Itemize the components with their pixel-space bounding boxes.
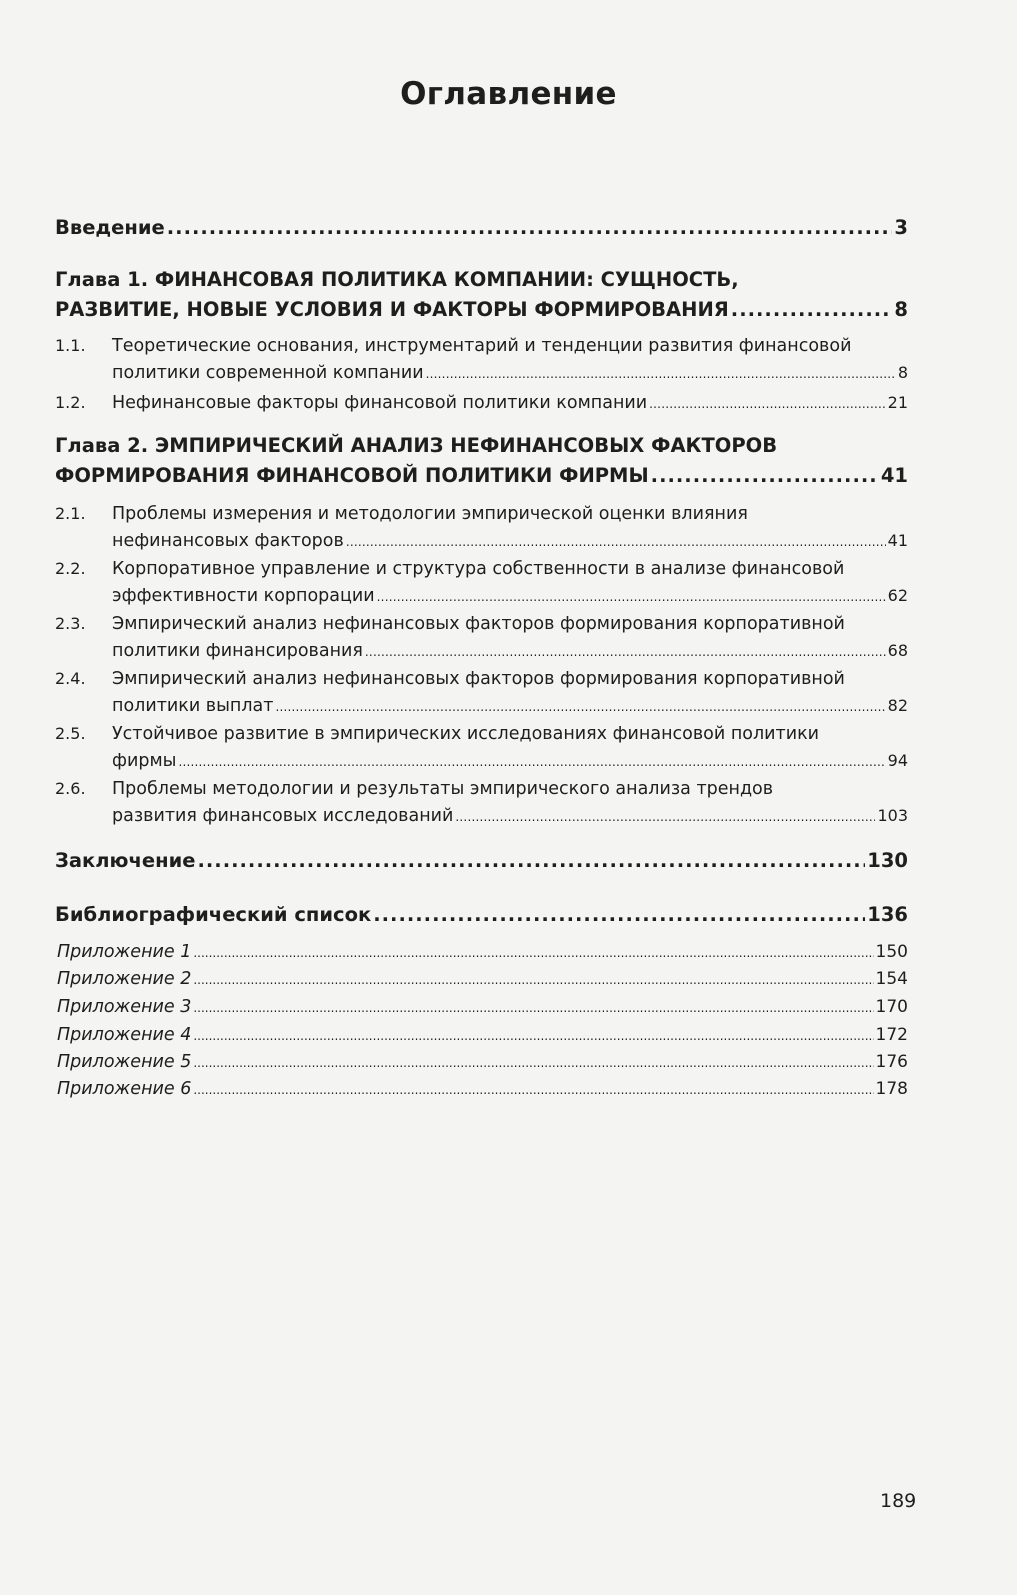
entry-page: 68 bbox=[887, 641, 908, 660]
toc-entry-appendix-3[interactable] bbox=[57, 997, 908, 1017]
entry-page: 3 bbox=[894, 216, 908, 239]
toc-entry-appendix-4[interactable] bbox=[57, 1025, 908, 1045]
entry-label: политики финансирования bbox=[112, 641, 363, 661]
section-number: 1.2. bbox=[55, 393, 86, 412]
entry-page: 178 bbox=[875, 1079, 908, 1099]
entry-label: политики современной компании bbox=[112, 363, 424, 383]
entry-label: эффективности корпорации bbox=[112, 586, 375, 606]
dot-leader bbox=[193, 1029, 873, 1043]
dot-leader bbox=[346, 535, 886, 549]
dot-leader bbox=[197, 849, 865, 872]
entry-label: Библиографический список bbox=[55, 903, 372, 926]
entry-label: Приложение 6 bbox=[57, 1079, 192, 1099]
toc-entry-section-1-1[interactable] bbox=[55, 336, 908, 356]
page-title: Оглавление bbox=[400, 76, 617, 112]
entry-page: 136 bbox=[867, 903, 908, 926]
entry-label: ФОРМИРОВАНИЯ ФИНАНСОВОЙ ПОЛИТИКИ ФИРМЫ bbox=[55, 464, 649, 487]
section-number: 2.4. bbox=[55, 669, 86, 688]
entry-label: Корпоративное управление и структура собственности в анализе финансовой bbox=[112, 559, 845, 579]
entry-label: развития финансовых исследований bbox=[112, 806, 454, 826]
toc-entry-chapter-1[interactable] bbox=[55, 298, 908, 321]
entry-label: Введение bbox=[55, 216, 165, 239]
entry-label: Устойчивое развитие в эмпирических исследованиях финансовой политики bbox=[112, 724, 820, 744]
toc-entry-appendix-5[interactable] bbox=[57, 1052, 908, 1072]
entry-page: 41 bbox=[880, 464, 908, 487]
entry-label: Проблемы методологии и результаты эмпирического анализа трендов bbox=[112, 779, 774, 799]
toc-entry-appendix-2[interactable] bbox=[57, 969, 908, 989]
dot-leader bbox=[193, 973, 873, 987]
page-number: 189 bbox=[880, 1490, 917, 1512]
dot-leader bbox=[365, 645, 886, 659]
dot-leader bbox=[275, 700, 885, 714]
toc-entry-section-2-2[interactable] bbox=[55, 559, 908, 579]
toc-entry-section-2-6[interactable] bbox=[55, 779, 908, 799]
toc-entry-section-2-4[interactable] bbox=[55, 669, 908, 689]
toc-entry-section-2-5-cont[interactable] bbox=[112, 751, 908, 771]
entry-page: 62 bbox=[887, 586, 908, 605]
entry-label: нефинансовых факторов bbox=[112, 531, 344, 551]
entry-label: Приложение 2 bbox=[57, 969, 192, 989]
toc-entry-section-2-5[interactable] bbox=[55, 724, 908, 744]
toc-entry-conclusion[interactable] bbox=[55, 849, 908, 872]
entry-label: Приложение 1 bbox=[57, 942, 192, 962]
dot-leader bbox=[373, 903, 865, 926]
dot-leader bbox=[167, 216, 893, 239]
entry-page: 21 bbox=[887, 393, 908, 412]
toc-entry-section-2-3-cont[interactable] bbox=[112, 641, 908, 661]
entry-page: 103 bbox=[877, 806, 908, 825]
entry-label: фирмы bbox=[112, 751, 177, 771]
entry-label: Теоретические основания, инструментарий и тенденции развития финансовой bbox=[112, 336, 852, 356]
entry-page: 150 bbox=[875, 942, 908, 962]
entry-label: Эмпирический анализ нефинансовых факторов формирования корпоративной bbox=[112, 669, 845, 689]
section-number: 2.3. bbox=[55, 614, 86, 633]
entry-label: РАЗВИТИЕ, НОВЫЕ УСЛОВИЯ И ФАКТОРЫ ФОРМИРОВАНИЯ bbox=[55, 298, 729, 321]
entry-label: Приложение 3 bbox=[57, 997, 192, 1017]
entry-label: Нефинансовые факторы финансовой политики компании bbox=[112, 393, 648, 413]
entry-label: Проблемы измерения и методологии эмпирической оценки влияния bbox=[112, 504, 748, 524]
entry-page: 8 bbox=[894, 298, 908, 321]
section-number: 2.1. bbox=[55, 504, 86, 523]
dot-leader bbox=[193, 946, 873, 960]
toc-entry-section-2-6-cont[interactable] bbox=[112, 806, 908, 826]
entry-page: 82 bbox=[887, 696, 908, 715]
dot-leader bbox=[193, 1083, 873, 1097]
toc-entry-section-1-1-cont[interactable] bbox=[112, 363, 908, 383]
entry-page: 94 bbox=[887, 751, 908, 770]
toc-entry-bibliography[interactable] bbox=[55, 903, 908, 926]
entry-label: политики выплат bbox=[112, 696, 274, 716]
dot-leader bbox=[193, 1056, 873, 1070]
toc-entry-appendix-6[interactable] bbox=[57, 1079, 908, 1099]
dot-leader bbox=[649, 397, 885, 411]
toc-entry-section-2-1-cont[interactable] bbox=[112, 531, 908, 551]
chapter-1-title-line1[interactable]: Глава 1. ФИНАНСОВАЯ ПОЛИТИКА КОМПАНИИ: СУЩНОСТЬ, bbox=[55, 268, 739, 291]
section-number: 2.6. bbox=[55, 779, 86, 798]
toc-entry-section-2-4-cont[interactable] bbox=[112, 696, 908, 716]
section-number: 2.2. bbox=[55, 559, 86, 578]
entry-label: Приложение 5 bbox=[57, 1052, 192, 1072]
dot-leader bbox=[193, 1001, 873, 1015]
chapter-2-title-line1[interactable]: Глава 2. ЭМПИРИЧЕСКИЙ АНАЛИЗ НЕФИНАНСОВЫХ ФАКТОРОВ bbox=[55, 434, 778, 457]
dot-leader bbox=[178, 755, 885, 769]
dot-leader bbox=[455, 810, 875, 824]
entry-label: Заключение bbox=[55, 849, 196, 872]
entry-label: Приложение 4 bbox=[57, 1025, 192, 1045]
entry-page: 176 bbox=[875, 1052, 908, 1072]
toc-entry-intro[interactable] bbox=[55, 216, 908, 239]
entry-page: 8 bbox=[897, 363, 908, 382]
section-number: 2.5. bbox=[55, 724, 86, 743]
toc-entry-section-2-2-cont[interactable] bbox=[112, 586, 908, 606]
entry-page: 172 bbox=[875, 1025, 908, 1045]
toc-entry-section-1-2[interactable] bbox=[55, 393, 908, 413]
dot-leader bbox=[377, 590, 886, 604]
toc-entry-section-2-1[interactable] bbox=[55, 504, 908, 524]
entry-page: 130 bbox=[867, 849, 908, 872]
entry-page: 41 bbox=[887, 531, 908, 550]
entry-label: Эмпирический анализ нефинансовых факторов формирования корпоративной bbox=[112, 614, 845, 634]
entry-page: 154 bbox=[875, 969, 908, 989]
section-number: 1.1. bbox=[55, 336, 86, 355]
toc-entry-section-2-3[interactable] bbox=[55, 614, 908, 634]
dot-leader bbox=[426, 367, 896, 381]
toc-entry-appendix-1[interactable] bbox=[57, 942, 908, 962]
dot-leader bbox=[651, 464, 879, 487]
dot-leader bbox=[731, 298, 893, 321]
entry-page: 170 bbox=[875, 997, 908, 1017]
toc-entry-chapter-2[interactable] bbox=[55, 464, 908, 487]
